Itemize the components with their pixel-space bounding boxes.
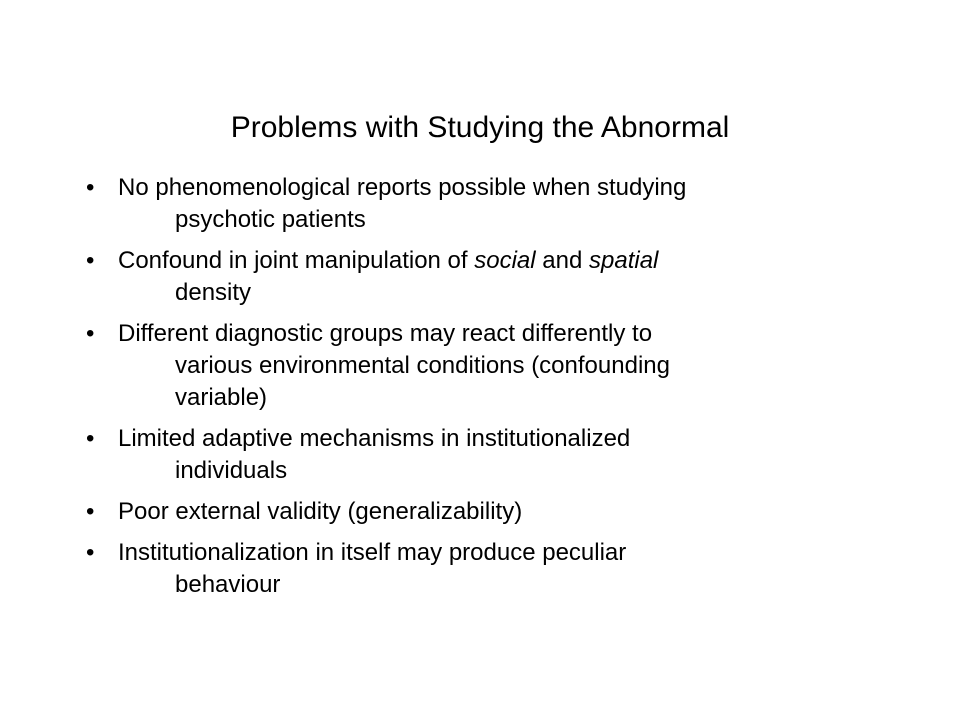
bullet-text-line: behaviour	[175, 571, 281, 598]
bullet-text-line: psychotic patients	[175, 206, 366, 233]
bullet-glyph: •	[86, 320, 95, 347]
bullet-item	[86, 537, 886, 601]
bullet-glyph: •	[86, 539, 95, 566]
bullet-text-line: Different diagnostic groups may react differently to	[118, 320, 653, 347]
bullet-glyph: •	[86, 425, 95, 452]
bullet-glyph: •	[86, 498, 95, 525]
bullet-text-line: Poor external validity (generalizability)	[118, 498, 523, 525]
bullet-text-line	[118, 245, 886, 277]
bullet-item	[86, 245, 886, 309]
bullet-list	[86, 172, 886, 610]
slide-title: Problems with Studying the Abnormal	[230, 111, 730, 144]
bullet-text-line: various environmental conditions (confounding	[175, 352, 670, 379]
bullet-text-line: individuals	[175, 457, 288, 484]
bullet-text-line: No phenomenological reports possible when studying	[118, 174, 687, 201]
emphasis-social: social	[474, 247, 536, 274]
bullet-item	[86, 318, 886, 414]
bullet-item	[86, 423, 886, 487]
bullet-glyph: •	[86, 247, 95, 274]
bullet-item	[86, 496, 886, 528]
bullet-text-line: density	[175, 279, 252, 306]
bullet-glyph: •	[86, 174, 95, 201]
bullet-text-segment: Confound in joint manipulation of	[118, 247, 475, 274]
bullet-text-line: Limited adaptive mechanisms in institutionalized	[118, 425, 631, 452]
bullet-text-segment: and	[535, 247, 589, 274]
bullet-text-line: Institutionalization in itself may produce peculiar	[118, 539, 627, 566]
emphasis-spatial: spatial	[589, 247, 659, 274]
bullet-item	[86, 172, 886, 236]
bullet-text-line: variable)	[175, 384, 268, 411]
